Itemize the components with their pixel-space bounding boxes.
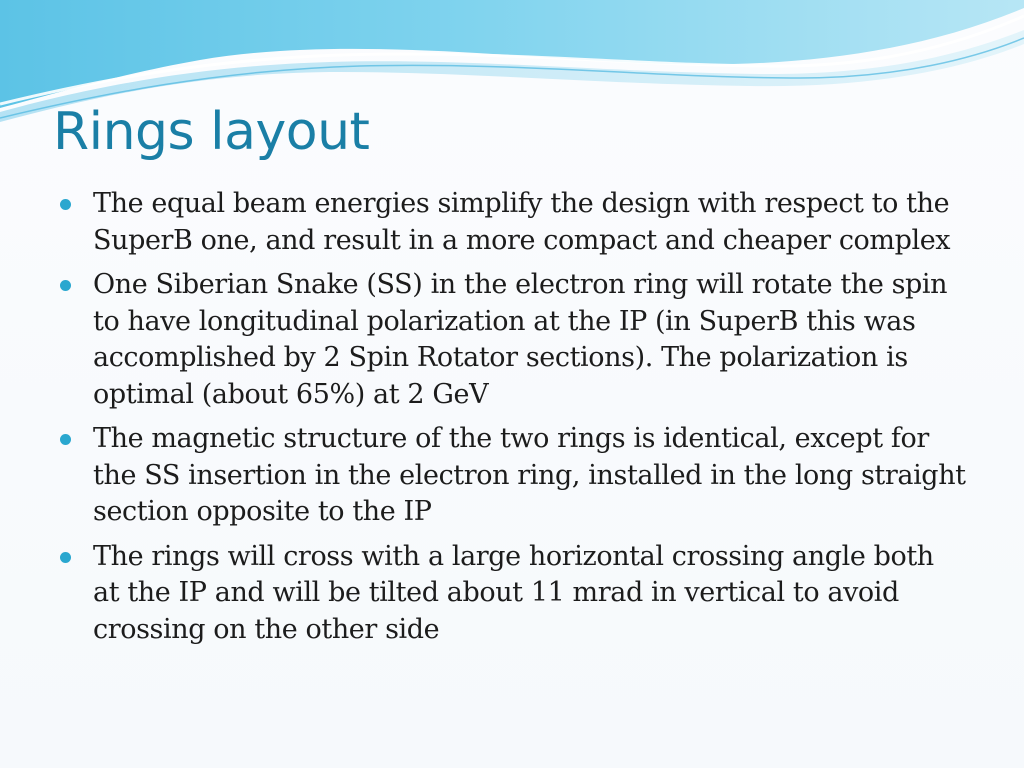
bullet-item bbox=[58, 421, 968, 531]
bullet-item bbox=[58, 539, 968, 649]
bullet-text: The magnetic structure of the two rings is identical, except for the SS insertion in the electron ring, installed in the long straight section opposite to the IP bbox=[93, 423, 966, 527]
bullet-dot-icon bbox=[60, 280, 71, 291]
bullet-item bbox=[58, 267, 968, 413]
slide-title: Rings layout bbox=[53, 102, 370, 162]
bullet-dot-icon bbox=[60, 434, 71, 445]
bullet-text: The rings will cross with a large horizontal crossing angle both at the IP and will be tilted about 11 mrad in vertical to avoid crossing on the other side bbox=[93, 540, 934, 645]
bullet-dot-icon bbox=[60, 199, 71, 210]
bullet-dot-icon bbox=[60, 552, 71, 563]
bullet-text: The equal beam energies simplify the design with respect to the SuperB one, and result in a more compact and cheaper complex bbox=[93, 188, 951, 256]
bullet-item bbox=[58, 186, 968, 259]
bullet-text: One Siberian Snake (SS) in the electron ring will rotate the spin to have longitudinal polarization at the IP (in SuperB this was accomplished by 2 Spin Rotator sections). The polarization is optimal (about 65%) at 2 GeV bbox=[93, 269, 948, 410]
bullet-list bbox=[58, 186, 968, 656]
